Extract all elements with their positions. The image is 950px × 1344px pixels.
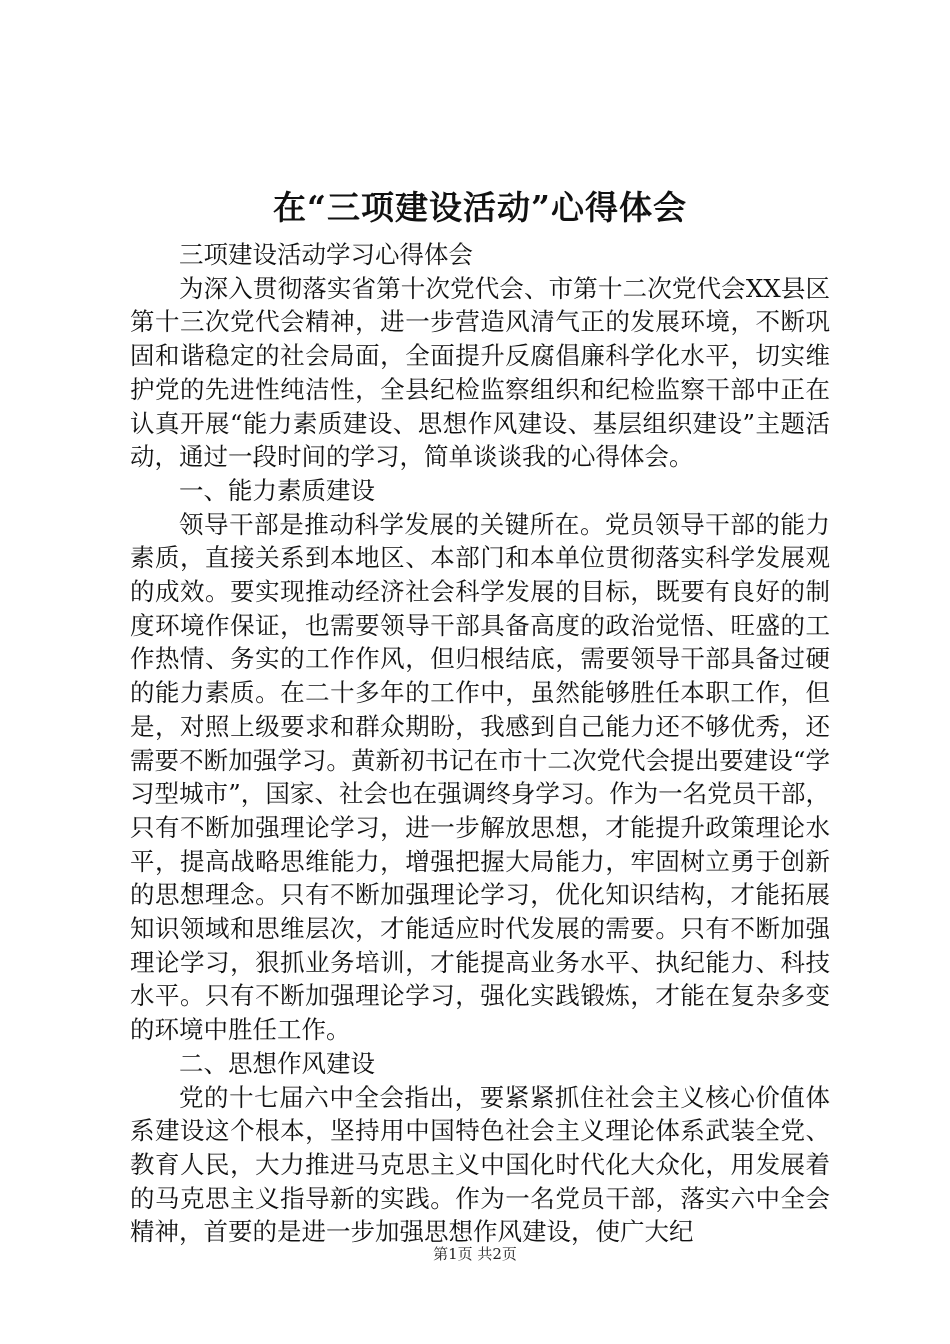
paragraph-intro: 为深入贯彻落实省第十次党代会、市第十二次党代会XX县区第十三次党代会精神，进一步营造风清气正的发展环境，不断巩固和谐稳定的社会局面，全面提升反腐倡廉科学化水平，切实维护党的先进性纯洁性，全县纪检监察组织和纪检监察干部中正在认真开展“能力素质建设、思想作风建设、基层组织建设”主题活动，通过一段时间的学习，简单谈谈我的心得体会。: [130, 273, 830, 472]
document-body: [130, 238, 830, 1249]
section-heading-ability: 一、能力素质建设: [179, 475, 375, 505]
page-footer: 第1页 共2页: [433, 1245, 517, 1263]
paragraph-subtitle: 三项建设活动学习心得体会: [179, 240, 473, 269]
section-heading-style: 二、思想作风建设: [179, 1048, 375, 1078]
document-title: 在“三项建设活动”心得体会: [273, 188, 687, 227]
paragraph-ability: 领导干部是推动科学发展的关键所在。党员领导干部的能力素质，直接关系到本地区、本部门和本单位贯彻落实科学发展观的成效。要实现推动经济社会科学发展的目标，既要有良好的制度环境作保证，也需要领导干部具备高度的政治觉悟、旺盛的工作热情、务实的工作作风，但归根结底，需要领导干部具备过硬的能力素质。在二十多年的工作中，虽然能够胜任本职工作，但是，对照上级要求和群众期盼，我感到自己能力还不够优秀，还需要不断加强学习。黄新初书记在市十二次党代会提出要建设“学习型城市”，国家、社会也在强调终身学习。作为一名党员干部，只有不断加强理论学习，进一步解放思想，才能提升政策理论水平，提高战略思维能力，增强把握大局能力，牢固树立勇于创新的思想理念。只有不断加强理论学习，优化知识结构，才能拓展知识领域和思维层次，才能适应时代发展的需要。只有不断加强理论学习，狠抓业务培训，才能提高业务水平、执纪能力、科技水平。只有不断加强理论学习，强化实践锻炼，才能在复杂多变的环境中胜任工作。: [130, 509, 830, 1045]
paragraph-style: 党的十七届六中全会指出，要紧紧抓住社会主义核心价值体系建设这个根本，坚持用中国特色社会主义理论体系武装全党、教育人民，大力推进马克思主义中国化时代化大众化，用发展着的马克思主义指导新的实践。作为一名党员干部，落实六中全会精神，首要的是进一步加强思想作风建设，使广大纪: [130, 1082, 830, 1247]
